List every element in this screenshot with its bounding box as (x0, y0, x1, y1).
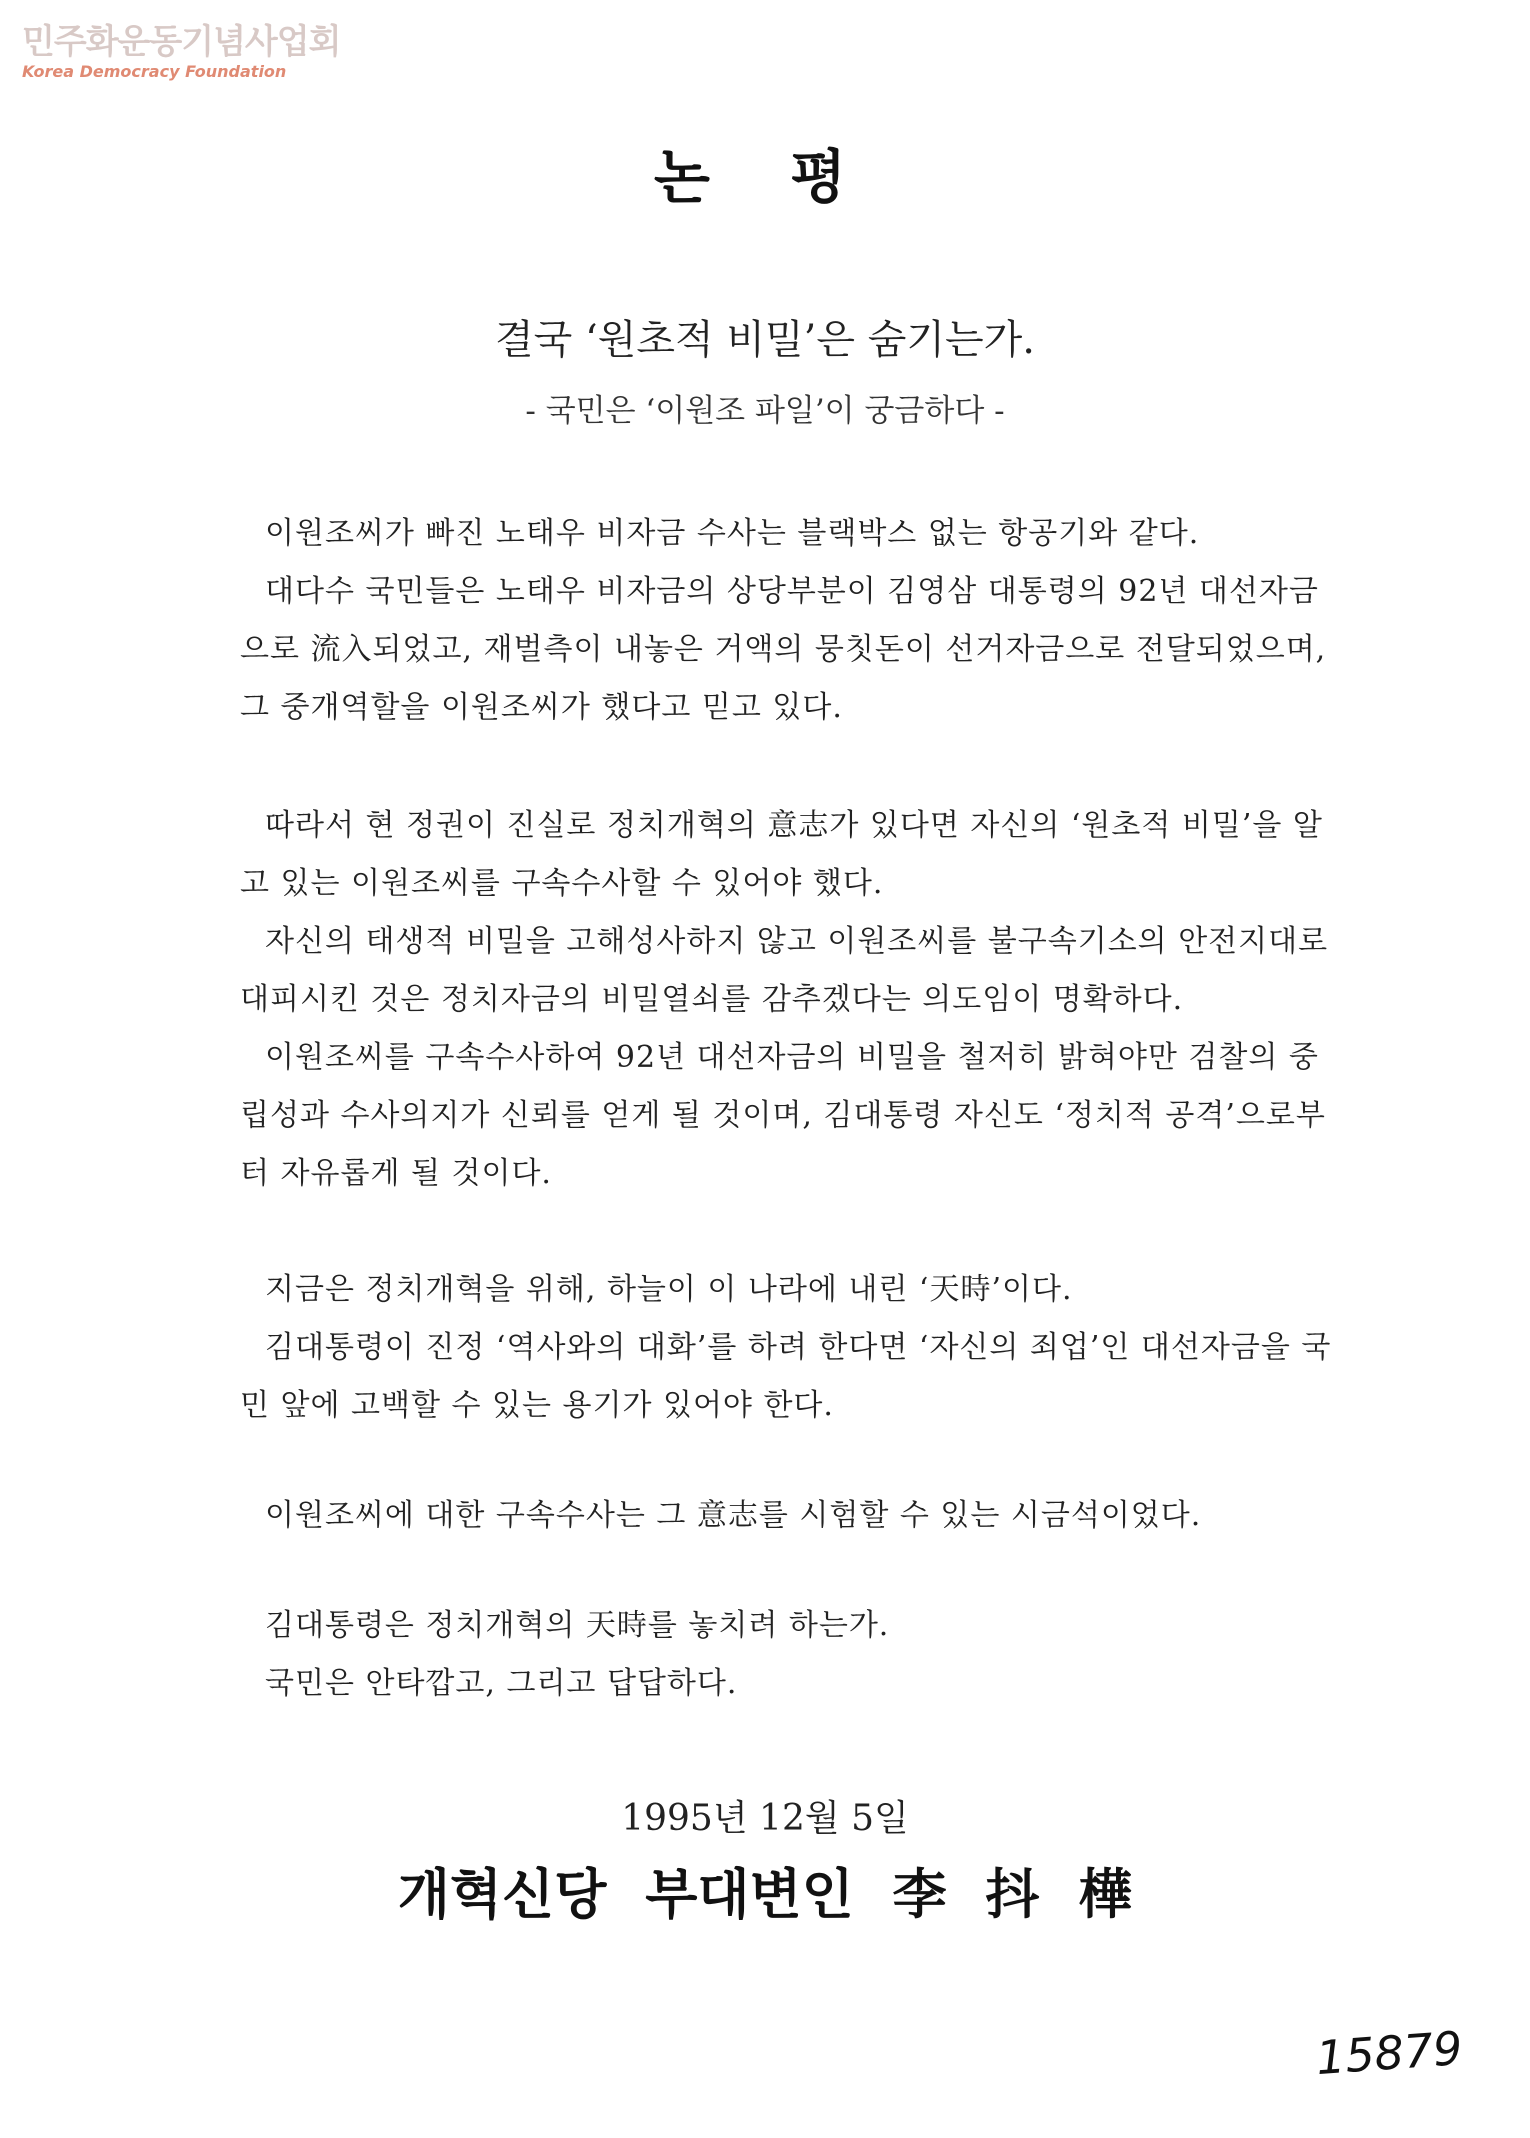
document-subtitle: - 국민은 ‘이원조 파일’이 궁금하다 - (525, 393, 1005, 429)
body-line: 대다수 국민들은 노태우 비자금의 상당부분이 김영삼 대통령의 92년 대선자금 (265, 574, 1319, 609)
body-line: 국민은 안타깝고, 그리고 답답하다. (265, 1666, 738, 1701)
body-line: 그 중개역할을 이원조씨가 했다고 믿고 있다. (240, 690, 843, 725)
body-line: 민 앞에 고백할 수 있는 용기가 있어야 한다. (240, 1388, 834, 1423)
body-line: 대피시킨 것은 정치자금의 비밀열쇠를 감추겠다는 의도임이 명확하다. (240, 982, 1184, 1017)
document-signature: 개혁신당 부대변인 李 抖 樺 (397, 1863, 1133, 1926)
body-line: 김대통령은 정치개혁의 天時를 놓치려 하는가. (265, 1608, 890, 1643)
body-line: 립성과 수사의지가 신뢰를 얻게 될 것이며, 김대통령 자신도 ‘정치적 공격’으로부 (240, 1098, 1326, 1133)
body-line: 으로 流入되었고, 재벌측이 내놓은 거액의 뭉칫돈이 선거자금으로 전달되었으며, (240, 632, 1327, 667)
watermark-english: Korea Democracy Foundation (22, 62, 287, 81)
body-line: 김대통령이 진정 ‘역사와의 대화’를 하려 한다면 ‘자신의 죄업’인 대선자금을 국 (265, 1330, 1332, 1365)
body-line: 따라서 현 정권이 진실로 정치개혁의 意志가 있다면 자신의 ‘원초적 비밀’을 알 (265, 808, 1323, 843)
body-line: 고 있는 이원조씨를 구속수사할 수 있어야 했다. (240, 866, 884, 901)
body-line: 터 자유롭게 될 것이다. (240, 1156, 552, 1191)
body-line: 이원조씨에 대한 구속수사는 그 意志를 시험할 수 있는 시금석이었다. (265, 1498, 1202, 1533)
document-heading: 논 평 (653, 143, 877, 211)
watermark-logo (22, 22, 340, 82)
archive-number: 15879 (1314, 2020, 1465, 2086)
watermark-korean: 민주화운동기념사업회 (22, 22, 341, 62)
document-title: 결국 ‘원초적 비밀’은 숨기는가. (495, 317, 1035, 363)
body-line: 이원조씨를 구속수사하여 92년 대선자금의 비밀을 철저히 밝혀야만 검찰의 중 (265, 1040, 1319, 1075)
document-date: 1995년 12월 5일 (621, 1798, 909, 1839)
body-line: 이원조씨가 빠진 노태우 비자금 수사는 블랙박스 없는 항공기와 같다. (265, 516, 1200, 551)
body-line: 자신의 태생적 비밀을 고해성사하지 않고 이원조씨를 불구속기소의 안전지대로 (265, 924, 1329, 959)
body-line: 지금은 정치개혁을 위해, 하늘이 이 나라에 내린 ‘天時’이다. (265, 1272, 1073, 1307)
